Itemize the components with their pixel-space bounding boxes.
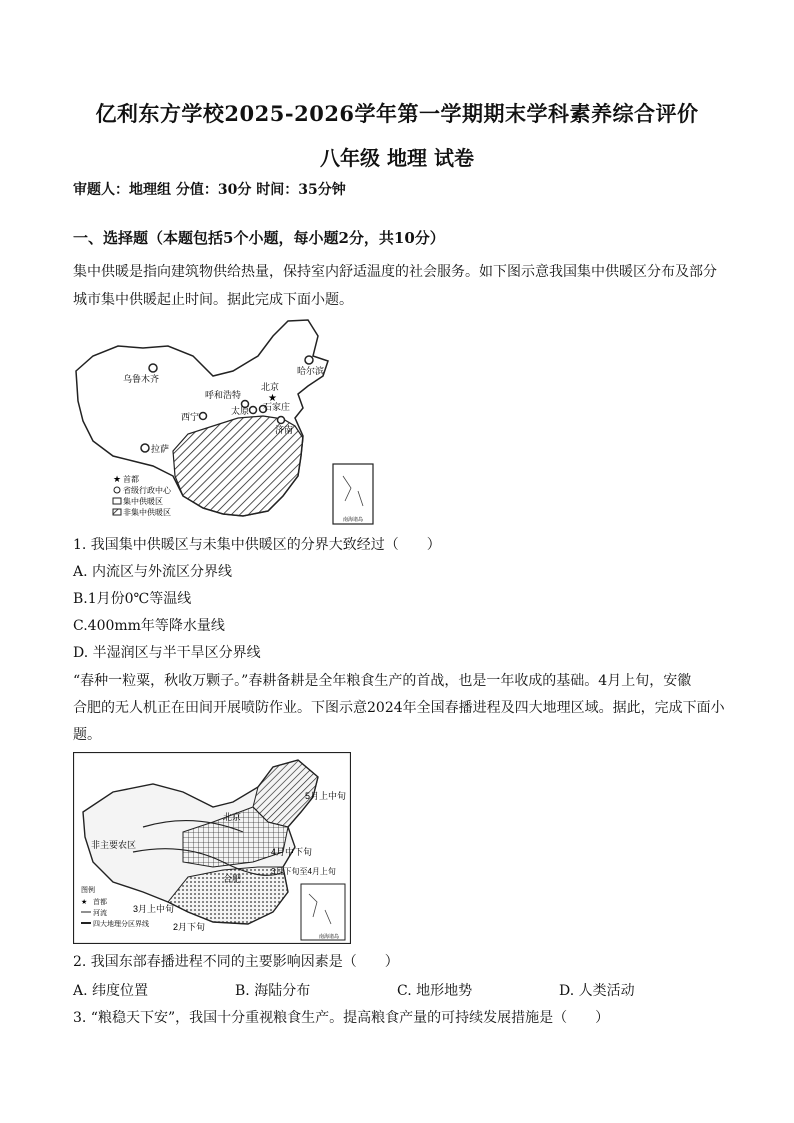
q1-option-b: B.1月份0℃等温线 [73,591,192,607]
label-feb: 2月下旬 [173,922,206,932]
q2-stem: 2. 我国东部春播进程不同的主要影响因素是（ ） [73,954,399,970]
city-taiyuan: 太原 [231,406,250,416]
city-beijing: 北京 [261,382,280,392]
q1-option-c: C.400mm年等降水量线 [73,618,225,634]
map2-inset-label: 南海诸岛 [319,934,340,940]
q3-stem: 3. “粮稳天下安”，我国十分重视粮食生产。提高粮食产量的可持续发展措施是（ ） [73,1010,610,1026]
exam-subtitle: 八年级 地理 试卷 [320,146,474,170]
city-jinan: 济南 [275,425,294,435]
legend-capital: 首都 [123,475,139,484]
q1-option-a: A. 内流区与外流区分界线 [73,564,233,580]
map2-legend-capital: 首都 [93,899,107,906]
q2-option-a: A. 纬度位置 [73,983,149,999]
inset-label-1: 南海诸岛 [343,517,364,523]
map2-legend-boundary: 四大地理分区界线 [93,921,149,928]
city-lhasa: 拉萨 [151,444,170,454]
q2-option-b: B. 海陆分布 [235,983,311,999]
legend-capital-icon: ★ [113,475,122,485]
exam-meta: 审题人：地理组 分值：30分 时间：35分钟 [73,182,346,198]
q2-option-d: D. 人类活动 [559,983,635,999]
passage2-line-1: “春种一粒粟，秋收万颗子。”春耕备耕是全年粮食生产的首战，也是一年收成的基础。4月上旬，安徽 [73,673,692,689]
legend-provincial: 省级行政中心 [123,486,171,495]
capital-star-icon: ★ [268,393,277,404]
legend-non-heating: 非集中供暖区 [123,508,171,517]
q1-stem: 1. 我国集中供暖区与未集中供暖区的分界大致经过（ ） [73,537,441,553]
heating-map [73,316,383,526]
label-may: 5月上中旬 [305,791,347,801]
q2-option-c: C. 地形地势 [397,983,473,999]
label-hefei: 合肥 [223,874,242,884]
intro-line-1: 集中供暖是指向建筑物供给热量，保持室内舒适温度的社会服务。如下图示意我国集中供暖区分布及部分 [73,264,717,280]
exam-title: 亿利东方学校2025-2026学年第一学期期末学科素养综合评价 [95,101,699,126]
label-april: 4月中下旬 [271,847,313,857]
city-shijiazhuang: 石家庄 [263,402,291,412]
q1-option-d: D. 半湿润区与半干旱区分界线 [73,645,261,661]
map2-legend-title: 图例 [81,887,95,894]
map2-south-sea-inset [301,884,345,940]
passage2-line-3: 题。 [73,727,101,743]
map2-legend-river: 河流 [93,910,107,917]
city-harbin: 哈尔滨 [297,366,325,376]
south-sea-inset [333,464,373,524]
section-heading: 一、选择题（本题包括5个小题，每小题2分，共10分） [73,229,445,247]
label-beijing: 北京 [223,812,242,822]
city-xining: 西宁 [181,412,200,422]
intro-line-2: 城市集中供暖起止时间。据此完成下面小题。 [73,292,353,308]
label-march: 3月上中旬 [133,904,175,914]
q2-options [73,980,713,1000]
city-hohhot: 呼和浩特 [205,390,242,400]
city-urumqi: 乌鲁木齐 [123,374,160,384]
passage2-line-2: 合肥的无人机正在田间开展喷防作业。下图示意2024年全国春播进程及四大地理区域。据此，完成下面小 [73,700,725,716]
map2-legend-capital-icon: ★ [81,898,88,906]
legend-heating: 集中供暖区 [123,497,163,506]
label-march-april: 3月下旬至4月上旬 [271,867,336,876]
spring-sowing-map [73,752,351,944]
label-non-farming: 非主要农区 [91,840,137,850]
